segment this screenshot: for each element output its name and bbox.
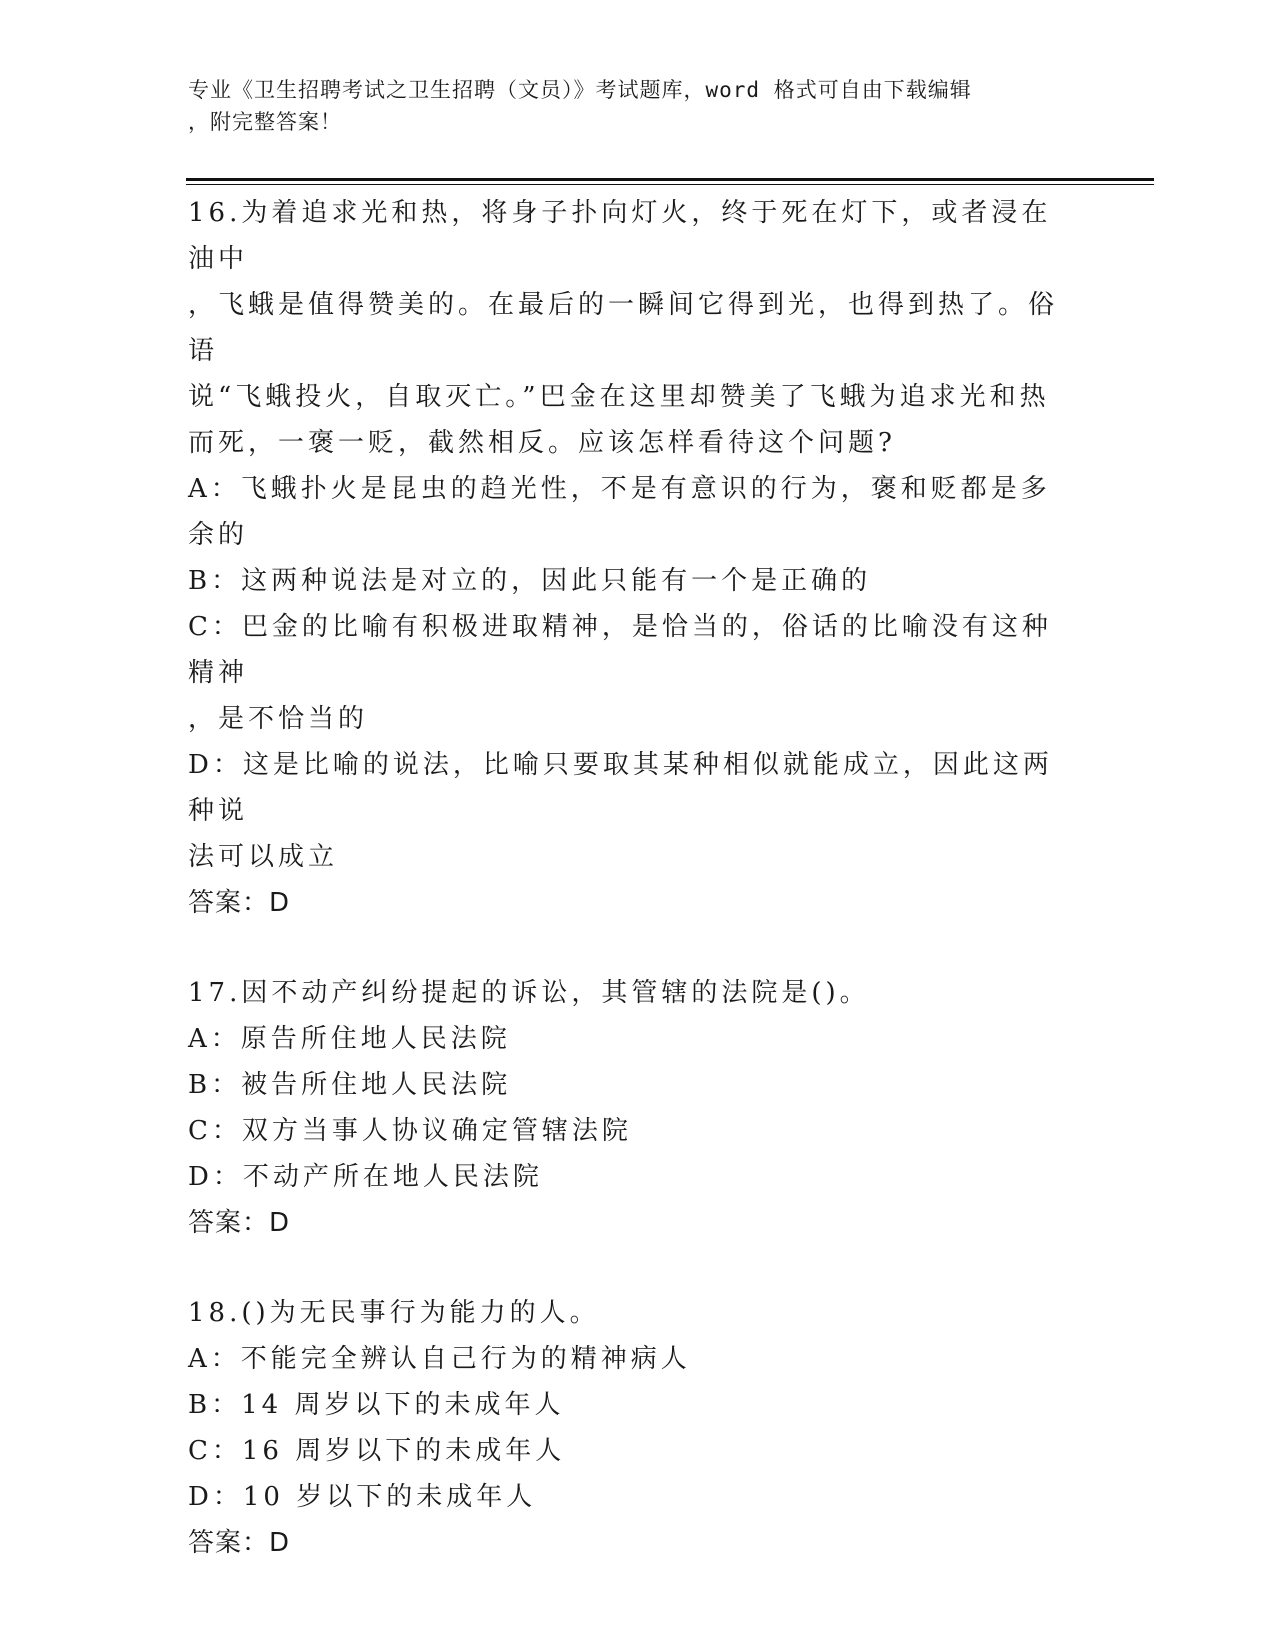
header-divider-thin [186,184,1154,185]
question-16-option-c: C：巴金的比喻有积极进取精神，是恰当的，俗话的比喻没有这种精神 [188,612,1052,688]
question-16-answer: 答案：D [188,888,291,918]
question-spacer [188,1246,1088,1290]
question-17-option-a: A：原告所住地人民法院 [188,1024,511,1054]
question-16-stem-line-4: 而死，一褒一贬，截然相反。应该怎样看待这个问题? [188,428,896,458]
question-17-option-d: D：不动产所在地人民法院 [188,1162,543,1192]
question-16-stem-line-1: 16.为着追求光和热，将身子扑向灯火，终于死在灯下，或者浸在油中 [188,198,1052,274]
question-spacer [188,926,1088,970]
question-18-answer: 答案：D [188,1528,291,1558]
question-16-stem-line-2: ，飞蛾是值得赞美的。在最后的一瞬间它得到光，也得到热了。俗语 [188,290,1059,366]
question-18-stem-line-1: 18.()为无民事行为能力的人。 [188,1298,600,1328]
question-list [188,190,1088,1566]
question-18-option-d: D：10 岁以下的未成年人 [188,1482,537,1512]
question-16-stem-line-3: 说“飞蛾投火，自取灭亡。”巴金在这里却赞美了飞蛾为追求光和热 [188,382,1050,412]
question-17 [188,970,1088,1246]
question-16-option-c-cont: ，是不恰当的 [188,704,369,734]
question-17-stem-line-1: 17.因不动产纠纷提起的诉讼，其管辖的法院是()。 [188,978,870,1008]
question-17-answer: 答案：D [188,1208,291,1238]
question-16-option-a: A：飞蛾扑火是昆虫的趋光性，不是有意识的行为，褒和贬都是多余的 [188,474,1051,550]
question-16 [188,190,1088,926]
question-18 [188,1290,1088,1566]
header-line-1: 专业《卫生招聘考试之卫生招聘（文员）》考试题库，word 格式可自由下载编辑 [188,78,972,102]
header-divider-thick [186,178,1154,181]
question-16-option-d: D：这是比喻的说法，比喻只要取其某种相似就能成立，因此这两种说 [188,750,1053,826]
header-line-2: ，附完整答案！ [188,110,342,134]
question-17-option-b: B：被告所住地人民法院 [188,1070,512,1100]
document-header [188,74,1068,138]
question-18-option-c: C：16 周岁以下的未成年人 [188,1436,566,1466]
question-18-option-a: A：不能完全辨认自己行为的精神病人 [188,1344,691,1374]
question-17-option-c: C：双方当事人协议确定管辖法院 [188,1116,632,1146]
question-16-option-b: B：这两种说法是对立的，因此只能有一个是正确的 [188,566,872,596]
question-16-option-d-cont: 法可以成立 [188,842,339,872]
question-18-option-b: B：14 周岁以下的未成年人 [188,1390,565,1420]
